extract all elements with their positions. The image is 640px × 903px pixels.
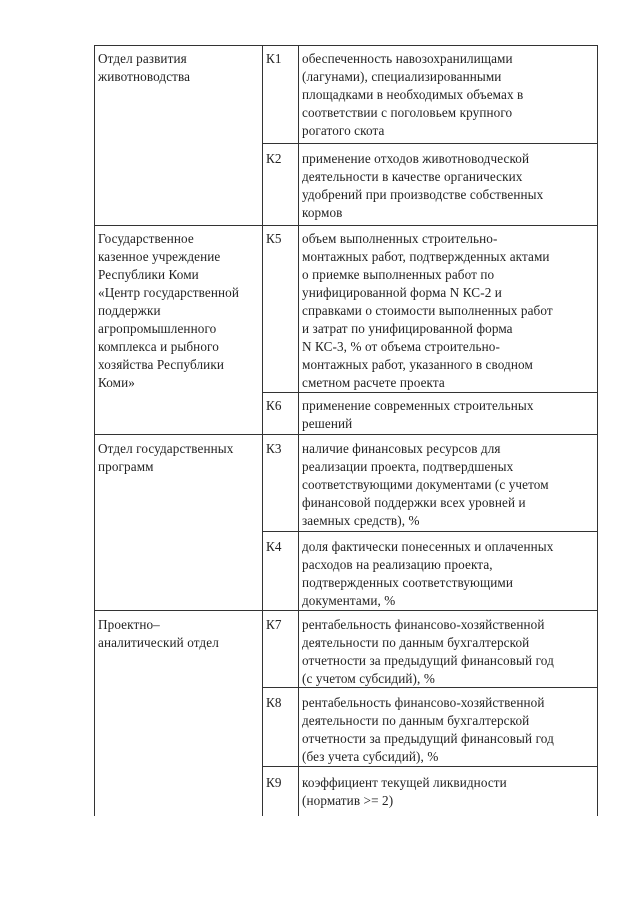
group-divider (94, 434, 598, 435)
table-border-col1 (262, 45, 263, 816)
row-divider (262, 531, 598, 532)
department-cell: Проектно– аналитический отдел (98, 617, 219, 650)
criterion-description: рентабельность финансово-хозяйственной деятельности по данным бухгалтерской отчетности за предыдущий финансовый год (без учета субсидий), % (302, 695, 554, 764)
table-border-col2 (298, 45, 299, 816)
group-divider (94, 225, 598, 226)
criterion-code: К6 (266, 398, 282, 413)
criterion-code: К8 (266, 695, 282, 710)
criterion-code: К4 (266, 539, 282, 554)
criterion-description: объем выполненных строительно- монтажных работ, подтвержденных актами о приемке выполненных работ по унифицированной форма N КС-2 и справками о стоимости выполненных работ и затрат по унифицированной форма N КС-3, % от объема строительно- монтажных работ, указанного в сводном сметном расчете проекта (302, 231, 553, 390)
group-divider (94, 610, 598, 611)
criterion-description: применение современных строительных решений (302, 398, 534, 431)
table-border-left (94, 45, 95, 816)
criterion-description: коэффициент текущей ликвидности (норматив >= 2) (302, 775, 507, 808)
criterion-code: К5 (266, 231, 282, 246)
criterion-code: К7 (266, 617, 282, 632)
criterion-description: применение отходов животноводческой деятельности в качестве органических удобрений при производстве собственных кормов (302, 151, 544, 220)
table-border-top (94, 45, 598, 46)
department-cell: Государственное казенное учреждение Республики Коми «Центр государственной поддержки агропромышленного комплекса и рыбного хозяйства Республики Коми» (98, 231, 240, 390)
row-divider (262, 143, 598, 144)
department-cell: Отдел развития животноводства (98, 51, 191, 84)
criterion-description: доля фактически понесенных и оплаченных расходов на реализацию проекта, подтвержденных соответствующими документами, % (302, 539, 554, 608)
criterion-code: К2 (266, 151, 282, 166)
criterion-description: обеспеченность навозохранилищами (лагунами), специализированными площадками в необходимых объемах в соответствии с поголовьем крупного рогатого скота (302, 51, 524, 138)
criterion-description: наличие финансовых ресурсов для реализации проекта, подтвердшеных соответствующими документами (с учетом финансовой поддержки всех уровней и заемных средств), % (302, 441, 549, 528)
criterion-code: К1 (266, 51, 282, 66)
table-border-right (597, 45, 598, 816)
row-divider (262, 766, 598, 767)
criterion-code: К3 (266, 441, 282, 456)
department-cell: Отдел государственных программ (98, 441, 234, 474)
criterion-code: К9 (266, 775, 282, 790)
row-divider (262, 392, 598, 393)
criterion-description: рентабельность финансово-хозяйственной деятельности по данным бухгалтерской отчетности за предыдущий финансовый год (с учетом субсидий), % (302, 617, 554, 686)
